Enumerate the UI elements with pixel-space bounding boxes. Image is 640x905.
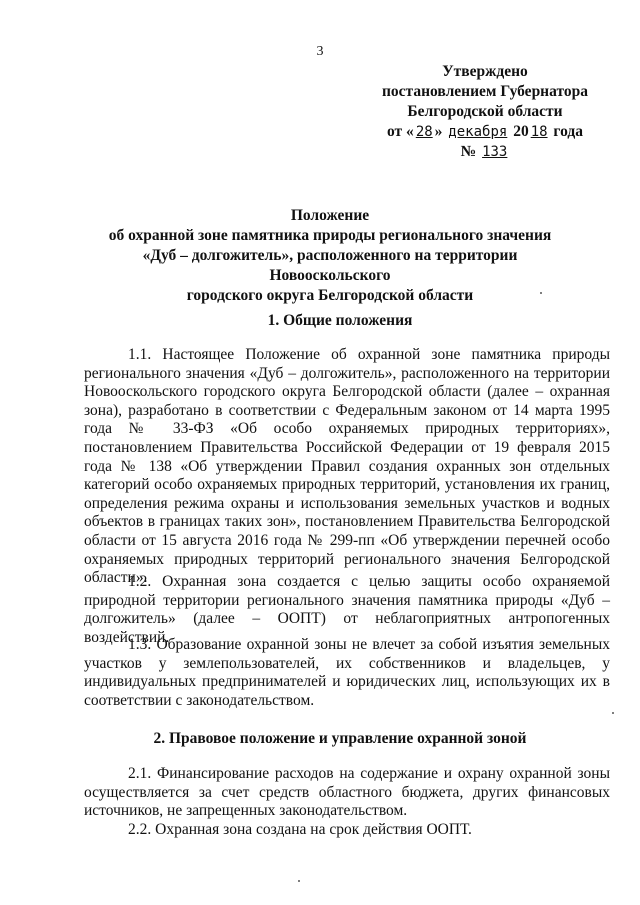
page-number: 3 xyxy=(316,44,324,59)
approval-date xyxy=(350,122,620,142)
title-line-2: об охранной зоне памятника природы регионального значения xyxy=(108,227,552,244)
date-month: декабря xyxy=(448,124,508,140)
date-suffix: года xyxy=(553,123,583,140)
scan-speck xyxy=(540,292,542,294)
approval-stamp xyxy=(350,62,620,162)
title-line-4: городского округа Белгородской области xyxy=(186,287,474,304)
title-line-3: «Дуб – долгожитель», расположенного на территории Новооскольского xyxy=(142,247,518,284)
date-mid: » xyxy=(434,123,443,140)
section-2-heading: 2. Правовое положение и управление охранной зоной xyxy=(153,730,527,747)
section-1-heading: 1. Общие положения xyxy=(267,312,413,329)
approval-number xyxy=(350,142,620,162)
number-prefix: № xyxy=(460,143,477,160)
paragraph-2-2: 2.2. Охранная зона создана на срок действия ООПТ. xyxy=(128,821,472,838)
number-value: 133 xyxy=(482,144,508,160)
date-day: 28 xyxy=(415,124,433,140)
paragraph-1-1: 1.1. Настоящее Положение об охранной зоне памятника природы регионального значения «Дуб – долгожитель», расположенного на территории Новооскольского городского округа Белгородской области (далее – охранная зона), разработано в соответствии с Федеральным законом от 14 марта 1995 года № 33-ФЗ «Об особо охраняемых природных территориях», постановлением Правительства Российской Федерации от 19 февраля 2015 года № 138 «Об утверждении Правил создания охранных зон отдельных категорий особо охраняемых природных территорий, установления их границ, определения режима охраны и использования земельных участков и водных объектов в границах таких зон», постановлением Правительства Белгородской области от 15 августа 2016 года № 299-пп «Об утверждении перечней особо охраняемых природных территорий регионального значения Белгородской области». xyxy=(84,346,610,587)
title-line-1: Положение xyxy=(290,207,370,224)
paragraph-1-2: 1.2. Охранная зона создается с целью защиты особо охраняемой природной территории регионального значения памятника природы «Дуб – долгожитель» (далее – ООПТ) от неблагоприятных антропогенных воздействий. xyxy=(84,573,610,646)
approval-line-1: Утверждено xyxy=(442,63,528,80)
date-prefix: от « xyxy=(387,123,414,140)
scan-speck xyxy=(298,880,300,882)
paragraph-2-1: 2.1. Финансирование расходов на содержание и охрану охранной зоны осуществляется за счет средств областного бюджета, других финансовых источников, не запрещенных законодательством. xyxy=(84,765,610,820)
date-year-suffix: 18 xyxy=(530,124,548,140)
approval-line-2: постановлением Губернатора xyxy=(382,83,588,100)
date-year-prefix: 20 xyxy=(513,123,529,140)
document-title xyxy=(90,206,570,306)
scan-speck xyxy=(612,712,614,714)
paragraph-1-3: 1.3. Образование охранной зоны не влечет за собой изъятия земельных участков у землепользователей, их собственников и владельцев, у индивидуальных предпринимателей и юридических лиц, использующих их в соответствии с законодательством. xyxy=(84,636,610,709)
approval-line-3: Белгородской области xyxy=(407,103,563,120)
